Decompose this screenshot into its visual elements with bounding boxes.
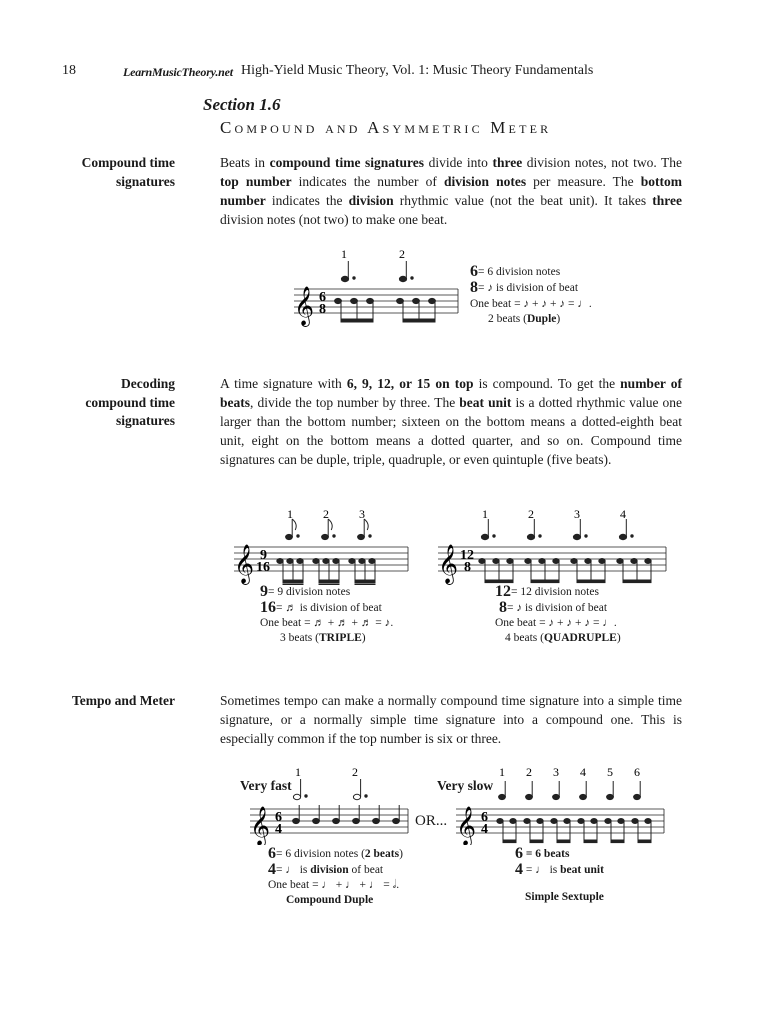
text: is compound. To get the — [473, 376, 621, 391]
meter-name: Simple Sextuple — [525, 891, 604, 903]
text: ) — [616, 632, 621, 644]
text-bold: number of beats — [220, 376, 683, 410]
note-head — [497, 819, 503, 824]
note-head — [333, 559, 339, 564]
beat-number: 6 — [634, 765, 640, 779]
text: rhythmic value (not the beat unit). It takes — [393, 193, 653, 208]
caption-compound-duple — [268, 846, 403, 908]
note-beam — [638, 840, 651, 843]
dotted-eighth-beats — [286, 519, 372, 540]
beat-number: 2 — [352, 765, 358, 779]
sixteenth-notes — [277, 559, 375, 586]
text: = ♩ is — [276, 864, 311, 876]
text: division notes (not two) to make one beat. — [220, 212, 448, 227]
caption-one-beat: One beat = ♩ + ♩ + ♩ = 𝅗𝅥. — [268, 879, 400, 891]
text-bold: bottom number — [220, 174, 682, 208]
note-head — [369, 559, 375, 564]
note-beam — [355, 580, 375, 583]
note-head — [632, 819, 638, 824]
note-beam — [611, 840, 624, 843]
note-beam — [577, 580, 605, 583]
caption-top-number: 9 — [260, 583, 268, 600]
note-head — [645, 559, 651, 564]
text-bold: beat unit — [459, 395, 512, 410]
notation-6-4-compound — [246, 763, 414, 845]
meter-type: Duple — [526, 313, 557, 325]
text-bold: division — [348, 193, 394, 208]
beat-number: 3 — [553, 765, 559, 779]
paragraph-decoding — [220, 374, 682, 469]
caption-one-beat: One beat = ♪ + ♪ + ♪ = ♩. — [470, 298, 592, 310]
dotted-quarter-beats — [341, 261, 413, 282]
eighth-notes — [335, 298, 436, 322]
beat-number: 4 — [580, 765, 586, 779]
note-head — [277, 559, 283, 564]
side-heading-compound — [21, 154, 175, 191]
tempo-label-slow: Very slow — [437, 778, 494, 793]
text: = 6 division notes ( — [276, 848, 365, 860]
text: = ♩ is — [525, 864, 561, 876]
text: 4 beats ( — [505, 632, 544, 644]
caption-top-number: 6 — [470, 263, 478, 280]
note-head — [585, 559, 591, 564]
note-head — [599, 559, 605, 564]
caption-top-desc: = 12 division notes — [511, 586, 599, 598]
note-head — [359, 559, 365, 564]
text: Beats in — [220, 155, 270, 170]
page-number: 18 — [62, 63, 76, 78]
text: , divide the top number by three. The — [250, 395, 460, 410]
caption-bottom-number: 4 — [515, 861, 523, 878]
notation-9-16 — [230, 503, 415, 585]
meter-type: QUADRUPLE — [543, 632, 617, 644]
beat-number: 2 — [526, 765, 532, 779]
time-sig-bottom: 8 — [464, 560, 471, 575]
treble-clef-icon: 𝄞 — [438, 546, 459, 583]
note-beam — [584, 840, 597, 843]
note-head — [631, 559, 637, 564]
note-head — [539, 559, 545, 564]
note-head — [537, 819, 543, 824]
caption-simple-sextuple — [515, 846, 604, 905]
paragraph-tempo: Sometimes tempo can make a normally compound time signature into a simple time signature, or a normally simple time signature into a compound one. This is especially common if the top number is six or three. — [220, 693, 682, 746]
note-beam — [530, 840, 543, 843]
beat-number: 1 — [499, 765, 505, 779]
text-bold: division notes — [443, 174, 527, 189]
beat-number: 2 — [528, 507, 534, 521]
caption-top-number: 6 — [268, 845, 276, 862]
note-beam — [557, 840, 570, 843]
side-heading-line: Compound time — [81, 155, 175, 170]
treble-clef-icon: 𝄞 — [234, 546, 255, 583]
time-sig-top: 6 — [319, 290, 326, 305]
time-sig-bottom: 4 — [481, 822, 488, 837]
brand-logo-text: LearnMusicTheory.net — [123, 65, 233, 79]
caption-top-number: 12 — [495, 583, 511, 600]
caption-top-desc: = 9 division notes — [268, 586, 351, 598]
beat-number: 1 — [482, 507, 488, 521]
treble-clef-icon: 𝄞 — [294, 288, 315, 325]
text-bold: top number — [220, 174, 292, 189]
note-head — [525, 559, 531, 564]
note-head — [551, 819, 557, 824]
time-sig-bottom: 4 — [275, 822, 282, 837]
side-heading-line: compound time — [85, 394, 175, 410]
caption-bottom-number: 16 — [260, 599, 276, 616]
note-head — [507, 559, 513, 564]
time-sig-top: 12 — [460, 548, 474, 563]
time-sig-top: 6 — [275, 810, 282, 825]
notation-6-4-simple — [454, 763, 672, 845]
note-head — [524, 819, 530, 824]
note-head — [349, 559, 355, 564]
text: 3 beats ( — [280, 632, 319, 644]
note-head — [297, 559, 303, 564]
note-head — [578, 819, 584, 824]
caption-9-16 — [260, 584, 393, 646]
time-sig-top: 6 — [481, 810, 488, 825]
side-heading-tempo: Tempo and Meter — [72, 693, 175, 708]
note-head — [618, 819, 624, 824]
caption-bottom-number: 4 — [268, 861, 276, 878]
note-head — [591, 819, 597, 824]
or-label: OR... — [415, 813, 448, 829]
time-sig-bottom: 16 — [256, 560, 270, 575]
eighth-notes — [497, 819, 651, 843]
note-beam — [503, 840, 516, 843]
caption-bottom-desc: = ♬ is division of beat — [276, 602, 382, 614]
beat-number: 3 — [359, 507, 365, 521]
note-head — [645, 819, 651, 824]
note-head — [510, 819, 516, 824]
text: ) — [399, 848, 403, 860]
side-heading-line: Decoding — [121, 376, 175, 391]
note-head — [571, 559, 577, 564]
caption-beats — [488, 312, 592, 327]
dotted-half-beats — [293, 779, 367, 800]
caption-bottom-desc: = ♪ is division of beat — [507, 602, 608, 614]
text: 2 beats ( — [488, 313, 527, 325]
note-head — [479, 559, 485, 564]
note-head — [564, 819, 570, 824]
caption-one-beat: One beat = ♬ + ♬ + ♬ = ♪. — [260, 617, 394, 629]
beat-number: 4 — [620, 507, 626, 521]
caption-top-desc: = 6 beats — [525, 848, 570, 860]
note-beam — [283, 580, 303, 583]
section-label: Section 1.6 — [203, 95, 281, 114]
text: is a dotted rhythmic value one larger than the bottom number; sixteen on the bottom means a dotted-eighth beat unit, eight on the bottom means a dotted quarter, and so on. Compound time signatures can be duple, triple, quadruple, or even quintuple (five beats). — [220, 395, 683, 467]
treble-clef-icon: 𝄞 — [456, 808, 477, 845]
note-beam — [531, 580, 559, 583]
caption-top-desc: = 6 division notes — [478, 266, 561, 278]
treble-clef-icon: 𝄞 — [250, 808, 271, 845]
tempo-label-fast: Very fast — [240, 778, 292, 793]
text: A time signature with — [220, 376, 347, 391]
book-title: High-Yield Music Theory, Vol. 1: Music Theory Fundamentals — [241, 63, 594, 78]
text: ) — [361, 632, 366, 644]
beat-number: 2 — [323, 507, 329, 521]
caption-one-beat: One beat = ♪ + ♪ + ♪ = ♩. — [495, 617, 617, 629]
note-beam — [623, 580, 651, 583]
beat-number: 1 — [295, 765, 301, 779]
text: division notes, not two. The — [522, 155, 683, 170]
note-head — [617, 559, 623, 564]
caption-beats — [505, 631, 621, 646]
caption-bottom-desc: = ♪ is division of beat — [478, 282, 579, 294]
text: indicates the — [265, 193, 349, 208]
text-bold: division — [310, 864, 349, 876]
time-sig-bottom: 8 — [319, 302, 326, 317]
note-head — [313, 559, 319, 564]
eighth-notes — [479, 559, 651, 583]
quarter-beats — [499, 781, 641, 800]
caption-beats — [280, 631, 393, 646]
beat-number: 5 — [607, 765, 613, 779]
notation-12-8 — [434, 503, 674, 585]
text: per measure. The — [526, 174, 641, 189]
caption-bottom-number: 8 — [470, 279, 478, 296]
caption-bottom-number: 8 — [499, 599, 507, 616]
text-bold: compound time signatures — [269, 155, 425, 170]
side-heading-line: signatures — [115, 413, 175, 428]
staff-lines — [250, 809, 408, 833]
note-head — [493, 559, 499, 564]
caption-12-8 — [495, 584, 621, 646]
note-head — [553, 559, 559, 564]
paragraph-compound — [220, 153, 682, 229]
note-head — [287, 559, 293, 564]
beat-number: 2 — [399, 247, 405, 261]
meter-type: TRIPLE — [318, 632, 362, 644]
text: ) — [556, 313, 561, 325]
text: of beat — [348, 864, 384, 876]
time-sig-top: 9 — [260, 548, 267, 563]
caption-6-8 — [470, 264, 592, 327]
note-head — [605, 819, 611, 824]
text-bold: three — [652, 193, 682, 208]
text-bold: 6, 9, 12, or 15 on top — [346, 376, 474, 391]
text: divide into — [424, 155, 493, 170]
beat-number: 1 — [287, 507, 293, 521]
beat-number: 3 — [574, 507, 580, 521]
beat-number: 1 — [341, 247, 347, 261]
notation-6-8 — [290, 245, 470, 327]
note-beam — [319, 580, 339, 583]
caption-top-number: 6 — [515, 845, 523, 862]
text: indicates the number of — [291, 174, 444, 189]
dotted-quarter-beats — [481, 519, 633, 540]
text-bold: three — [492, 155, 523, 170]
text-bold: 2 beats — [364, 848, 400, 860]
note-head — [323, 559, 329, 564]
side-heading-decoding — [21, 375, 175, 431]
meter-name: Compound Duple — [286, 894, 374, 906]
section-title: Compound and Asymmetric Meter — [220, 118, 552, 137]
text-bold: beat unit — [560, 864, 604, 876]
side-heading-line: signatures — [115, 173, 175, 189]
